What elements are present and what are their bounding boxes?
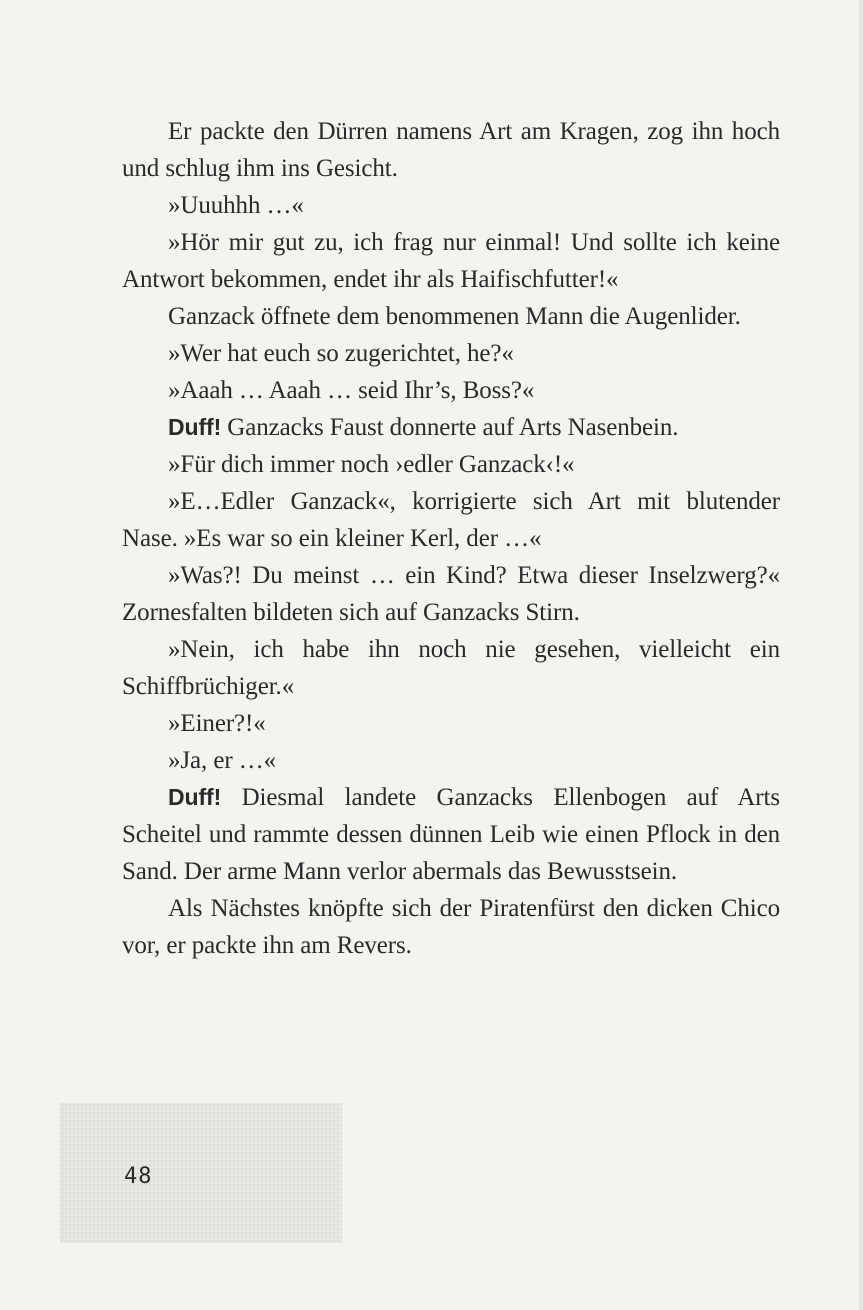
paragraph-text: Ganzacks Faust donnerte auf Arts Nasenbein.: [221, 414, 679, 441]
paragraph: »Für dich immer noch ›edler Ganzack‹!«: [168, 451, 575, 478]
paragraph-text: Diesmal landete Ganzacks Ellenbogen auf Arts Scheitel und rammte dessen dünnen Leib wie einen Pflock in den Sand. Der arme Mann verlor abermals das Bewusstsein.: [122, 784, 780, 885]
paragraph: Ganzack öffnete dem benommenen Mann die Augenlider.: [168, 303, 741, 330]
sound-effect: Duff!: [168, 784, 222, 810]
paragraph: »Uuuhhh …«: [168, 192, 304, 219]
grey-texture-patch: [60, 1103, 342, 1243]
paragraph: »Wer hat euch so zugerichtet, he?«: [168, 340, 514, 367]
paragraph: »Was?! Du meinst … ein Kind? Etwa dieser Inselzwerg?« Zornesfalten bildeten sich auf Ganzacks Stirn.: [122, 562, 780, 626]
paragraph: Er packte den Dürren namens Art am Kragen, zog ihn hoch und schlug ihm ins Gesicht.: [122, 118, 780, 182]
body-text: [122, 113, 780, 964]
paragraph: »Hör mir gut zu, ich frag nur einmal! Und sollte ich keine Antwort bekommen, endet ihr als Haifischfutter!«: [122, 229, 780, 293]
page-number: 48: [124, 1164, 153, 1189]
paragraph: »Einer?!«: [168, 710, 266, 737]
sound-effect: Duff!: [168, 414, 222, 440]
paragraph: [122, 409, 780, 446]
page-edge: [859, 0, 863, 1310]
paragraph: »Ja, er …«: [168, 747, 276, 774]
paragraph: [122, 779, 780, 890]
paragraph: »E…Edler Ganzack«, korrigierte sich Art mit blutender Nase. »Es war so ein kleiner Kerl, der …«: [122, 488, 780, 552]
paragraph: Als Nächstes knöpfte sich der Piratenfürst den dicken Chico vor, er packte ihn am Revers.: [122, 895, 780, 959]
paragraph: »Nein, ich habe ihn noch nie gesehen, vielleicht ein Schiffbrüchiger.«: [122, 636, 780, 700]
paragraph: »Aaah … Aaah … seid Ihr’s, Boss?«: [168, 377, 535, 404]
